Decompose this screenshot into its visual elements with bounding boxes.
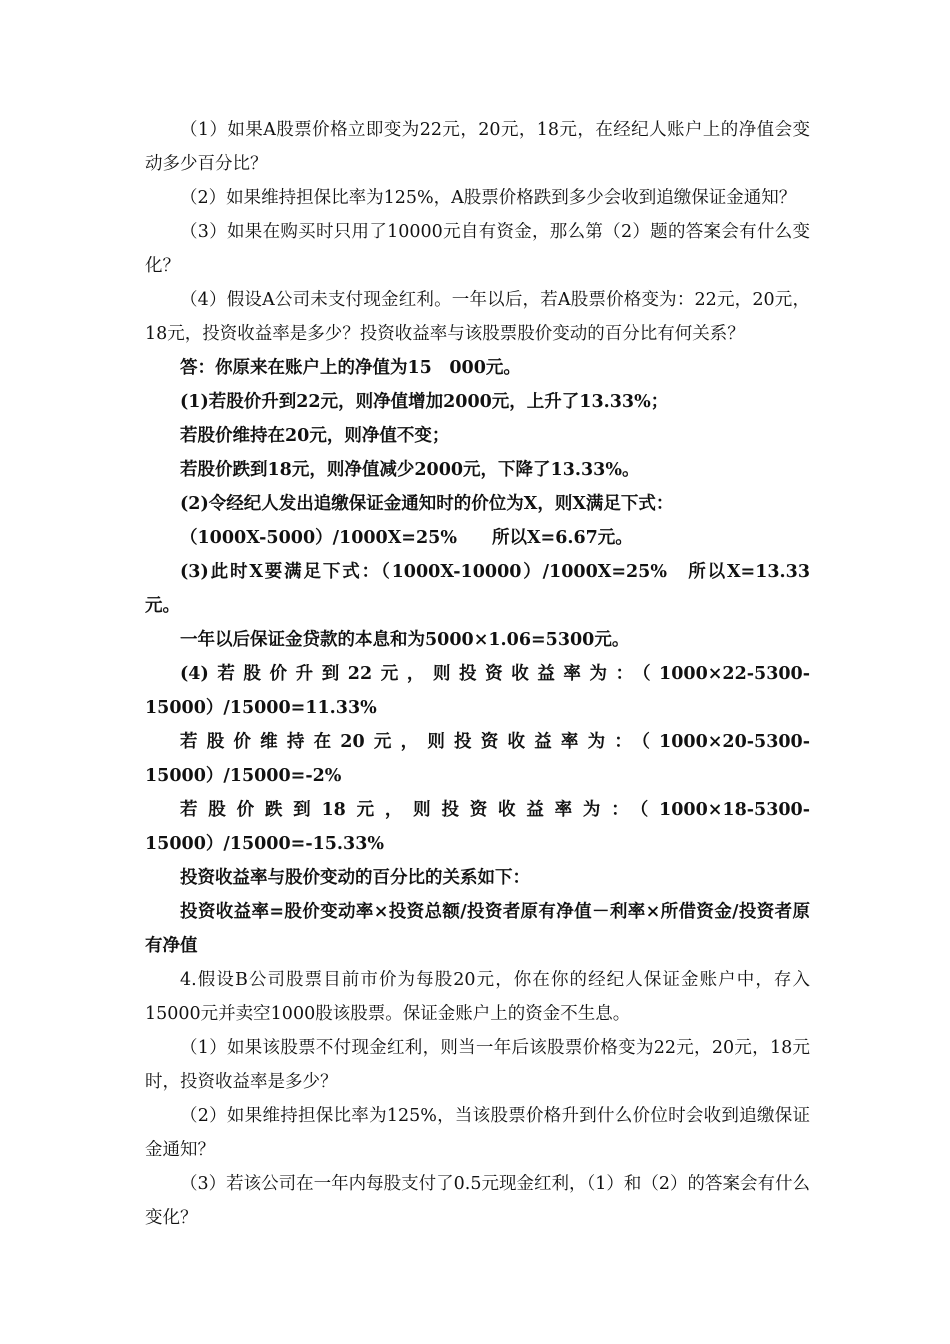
answer-4-fall: 若股价跌到18元，则投资收益率为：（1000×18-5300-15000）/15000=-15.33% — [145, 800, 810, 854]
answer-4-flat: 若股价维持在20元，则投资收益率为：（1000×20-5300-15000）/15000=-2% — [145, 732, 810, 786]
answer-2-formula: （1000X-5000）/1000X=25% 所以X=6.67元。 — [180, 528, 633, 548]
q3-part-1: （1）如果A股票价格立即变为22元，20元，18元，在经纪人账户上的净值会变动多少百分比？ — [145, 120, 810, 174]
answer-4-rise: (4)若股价升到22元，则投资收益率为：（1000×22-5300-15000）/15000=11.33% — [145, 664, 810, 718]
answer-2-setup: (2)令经纪人发出追缴保证金通知时的价位为X，则X满足下式： — [180, 494, 674, 514]
answer-1-flat: 若股价维持在20元，则净值不变； — [180, 426, 450, 446]
q3-part-2: （2）如果维持担保比率为125%，A股票价格跌到多少会收到追缴保证金通知？ — [180, 188, 797, 208]
q4-part-1: （1）如果该股票不付现金红利，则当一年后该股票价格变为22元，20元，18元时，投资收益率是多少？ — [145, 1038, 810, 1092]
relation-formula: 投资收益率=股价变动率×投资总额/投资者原有净值－利率×所借资金/投资者原有净值 — [145, 902, 810, 956]
q4-part-3: （3）若该公司在一年内每股支付了0.5元现金红利，（1）和（2）的答案会有什么变化？ — [145, 1174, 810, 1228]
answer-intro: 答：你原来在账户上的净值为15 000元。 — [180, 358, 521, 378]
q4-stem: 4.假设B公司股票目前市价为每股20元，你在你的经纪人保证金账户中，存入15000元并卖空1000股该股票。保证金账户上的资金不生息。 — [145, 970, 810, 1024]
answer-1-fall: 若股价跌到18元，则净值减少2000元，下降了13.33%。 — [180, 460, 640, 480]
q3-part-4: （4）假设A公司未支付现金红利。一年以后，若A股票价格变为：22元，20元，18元，投资收益率是多少？投资收益率与该股票股价变动的百分比有何关系？ — [145, 290, 810, 344]
answer-3: (3)此时X要满足下式：（1000X-10000）/1000X=25% 所以X=13.33元。 — [145, 562, 810, 616]
relation-intro: 投资收益率与股价变动的百分比的关系如下： — [180, 868, 530, 888]
document-body — [145, 113, 810, 1235]
interest-note: 一年以后保证金贷款的本息和为5000×1.06=5300元。 — [180, 630, 630, 650]
q4-part-2: （2）如果维持担保比率为125%，当该股票价格升到什么价位时会收到追缴保证金通知？ — [145, 1106, 810, 1160]
q3-part-3: （3）如果在购买时只用了10000元自有资金，那么第（2）题的答案会有什么变化？ — [145, 222, 810, 276]
answer-1-rise: (1)若股价升到22元，则净值增加2000元，上升了13.33%； — [180, 392, 669, 412]
